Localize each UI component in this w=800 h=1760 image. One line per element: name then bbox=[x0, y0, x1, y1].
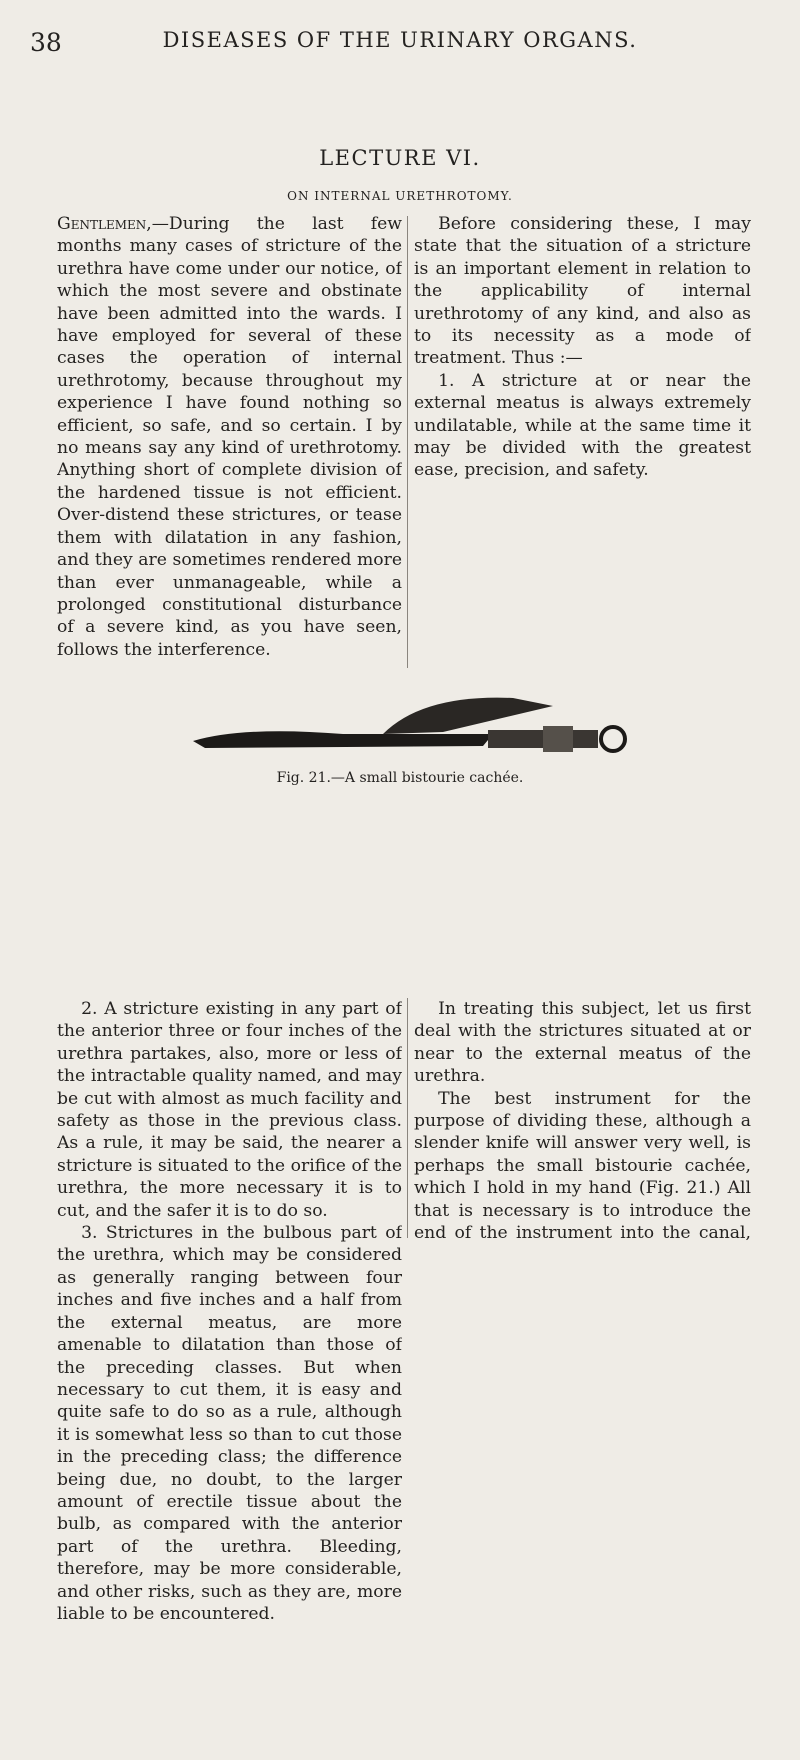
paragraph-7: In treating this subject, let us first deal with the strictures situated at or near to the external meatus of the urethra. bbox=[414, 999, 751, 1087]
instrument-screw bbox=[543, 726, 573, 752]
paragraph-5: 2. A stricture existing in any part of the anterior three or four inches of the urethra partakes, also, more or less of the intractable quality named, and may be cut with almost as much facility and safety as those in the previous class. As a rule, it may be said, the nearer a stricture is situated to the orifice of the urethra, the more necessary it is to cut, and the safer it is to do so. bbox=[57, 999, 402, 1221]
page-number: 38 bbox=[30, 28, 62, 57]
column-divider-bottom bbox=[407, 998, 408, 1238]
text-column-right-bottom bbox=[414, 998, 751, 1244]
running-head: DISEASES OF THE URINARY ORGANS. bbox=[162, 28, 638, 52]
column-divider-top bbox=[407, 216, 408, 668]
instrument-blade-projected bbox=[383, 698, 553, 734]
paragraph-3: Before considering these, I may state that the situation of a stricture is an important element in relation to the applicability of internal urethrotomy of any kind, and also as to its necessity as a mode of treatment. Thus :— bbox=[414, 214, 751, 369]
figure-bistourie-cachee bbox=[183, 686, 643, 758]
lecture-title: LECTURE VI. bbox=[319, 146, 481, 170]
paragraph-1: Gentlemen,—During the last few months many cases of stricture of the urethra have come under our notice, of which the most severe and obstinate have been admitted into the wards. I have employed for several of these cases the operation of internal urethrotomy, because throughout my experience I have found nothing so efficient, so safe, and so certain. I by no means say any kind of urethrotomy. Anything short of complete division of the hardened tissue is not efficient. Over-distend these strictures, or tease them with dilatation in any fashion, and they are sometimes rendered more than ever unmanageable, while a prolonged constitutional disturbance of a severe kind, as you have seen, follows the interference. bbox=[57, 214, 402, 660]
instrument-blade bbox=[193, 731, 493, 748]
page-header bbox=[0, 20, 800, 60]
column-flow bbox=[57, 213, 402, 661]
instrument-handle-ring bbox=[601, 727, 625, 751]
text-column-left-top bbox=[57, 213, 402, 661]
text-column-left-bottom bbox=[57, 998, 402, 1760]
text-column-right-top-content bbox=[414, 213, 751, 661]
salutation: Gentlemen, bbox=[57, 214, 152, 234]
lecture-subtitle: ON INTERNAL URETHROTOMY. bbox=[287, 189, 513, 203]
figure-caption: Fig. 21.—A small bistourie cachée. bbox=[276, 770, 524, 786]
paragraph-4: 1. A stricture at or near the external meatus is always extremely undilatable, while at the same time it may be divided with the greatest ease, precision, and safety. bbox=[414, 370, 751, 481]
paragraph-6: 3. Strictures in the bulbous part of the urethra, which may be considered as generally ranging between four inches and five inches and a half from the external meatus, are more amenable to dilatation than those of the preceding classes. But when necessary to cut them, it is easy and quite safe to do so as a rule, although it is somewhat less so than to cut those in the preceding class; the difference being due, no doubt, to the larger amount of erectile tissue about the bulb, as compared with the anterior part of the urethra. Bleeding, therefore, may be more considerable, and other risks, such as they are, more liable to be encountered. bbox=[57, 1223, 402, 1624]
paragraph-8: The best instrument for the purpose of dividing these, although a slender knife will answer very well, is perhaps the small bistourie cachée, which I hold in my hand (Fig. 21.) All that is necessary is to introduce the end of the instrument into the canal, bbox=[414, 1088, 751, 1244]
